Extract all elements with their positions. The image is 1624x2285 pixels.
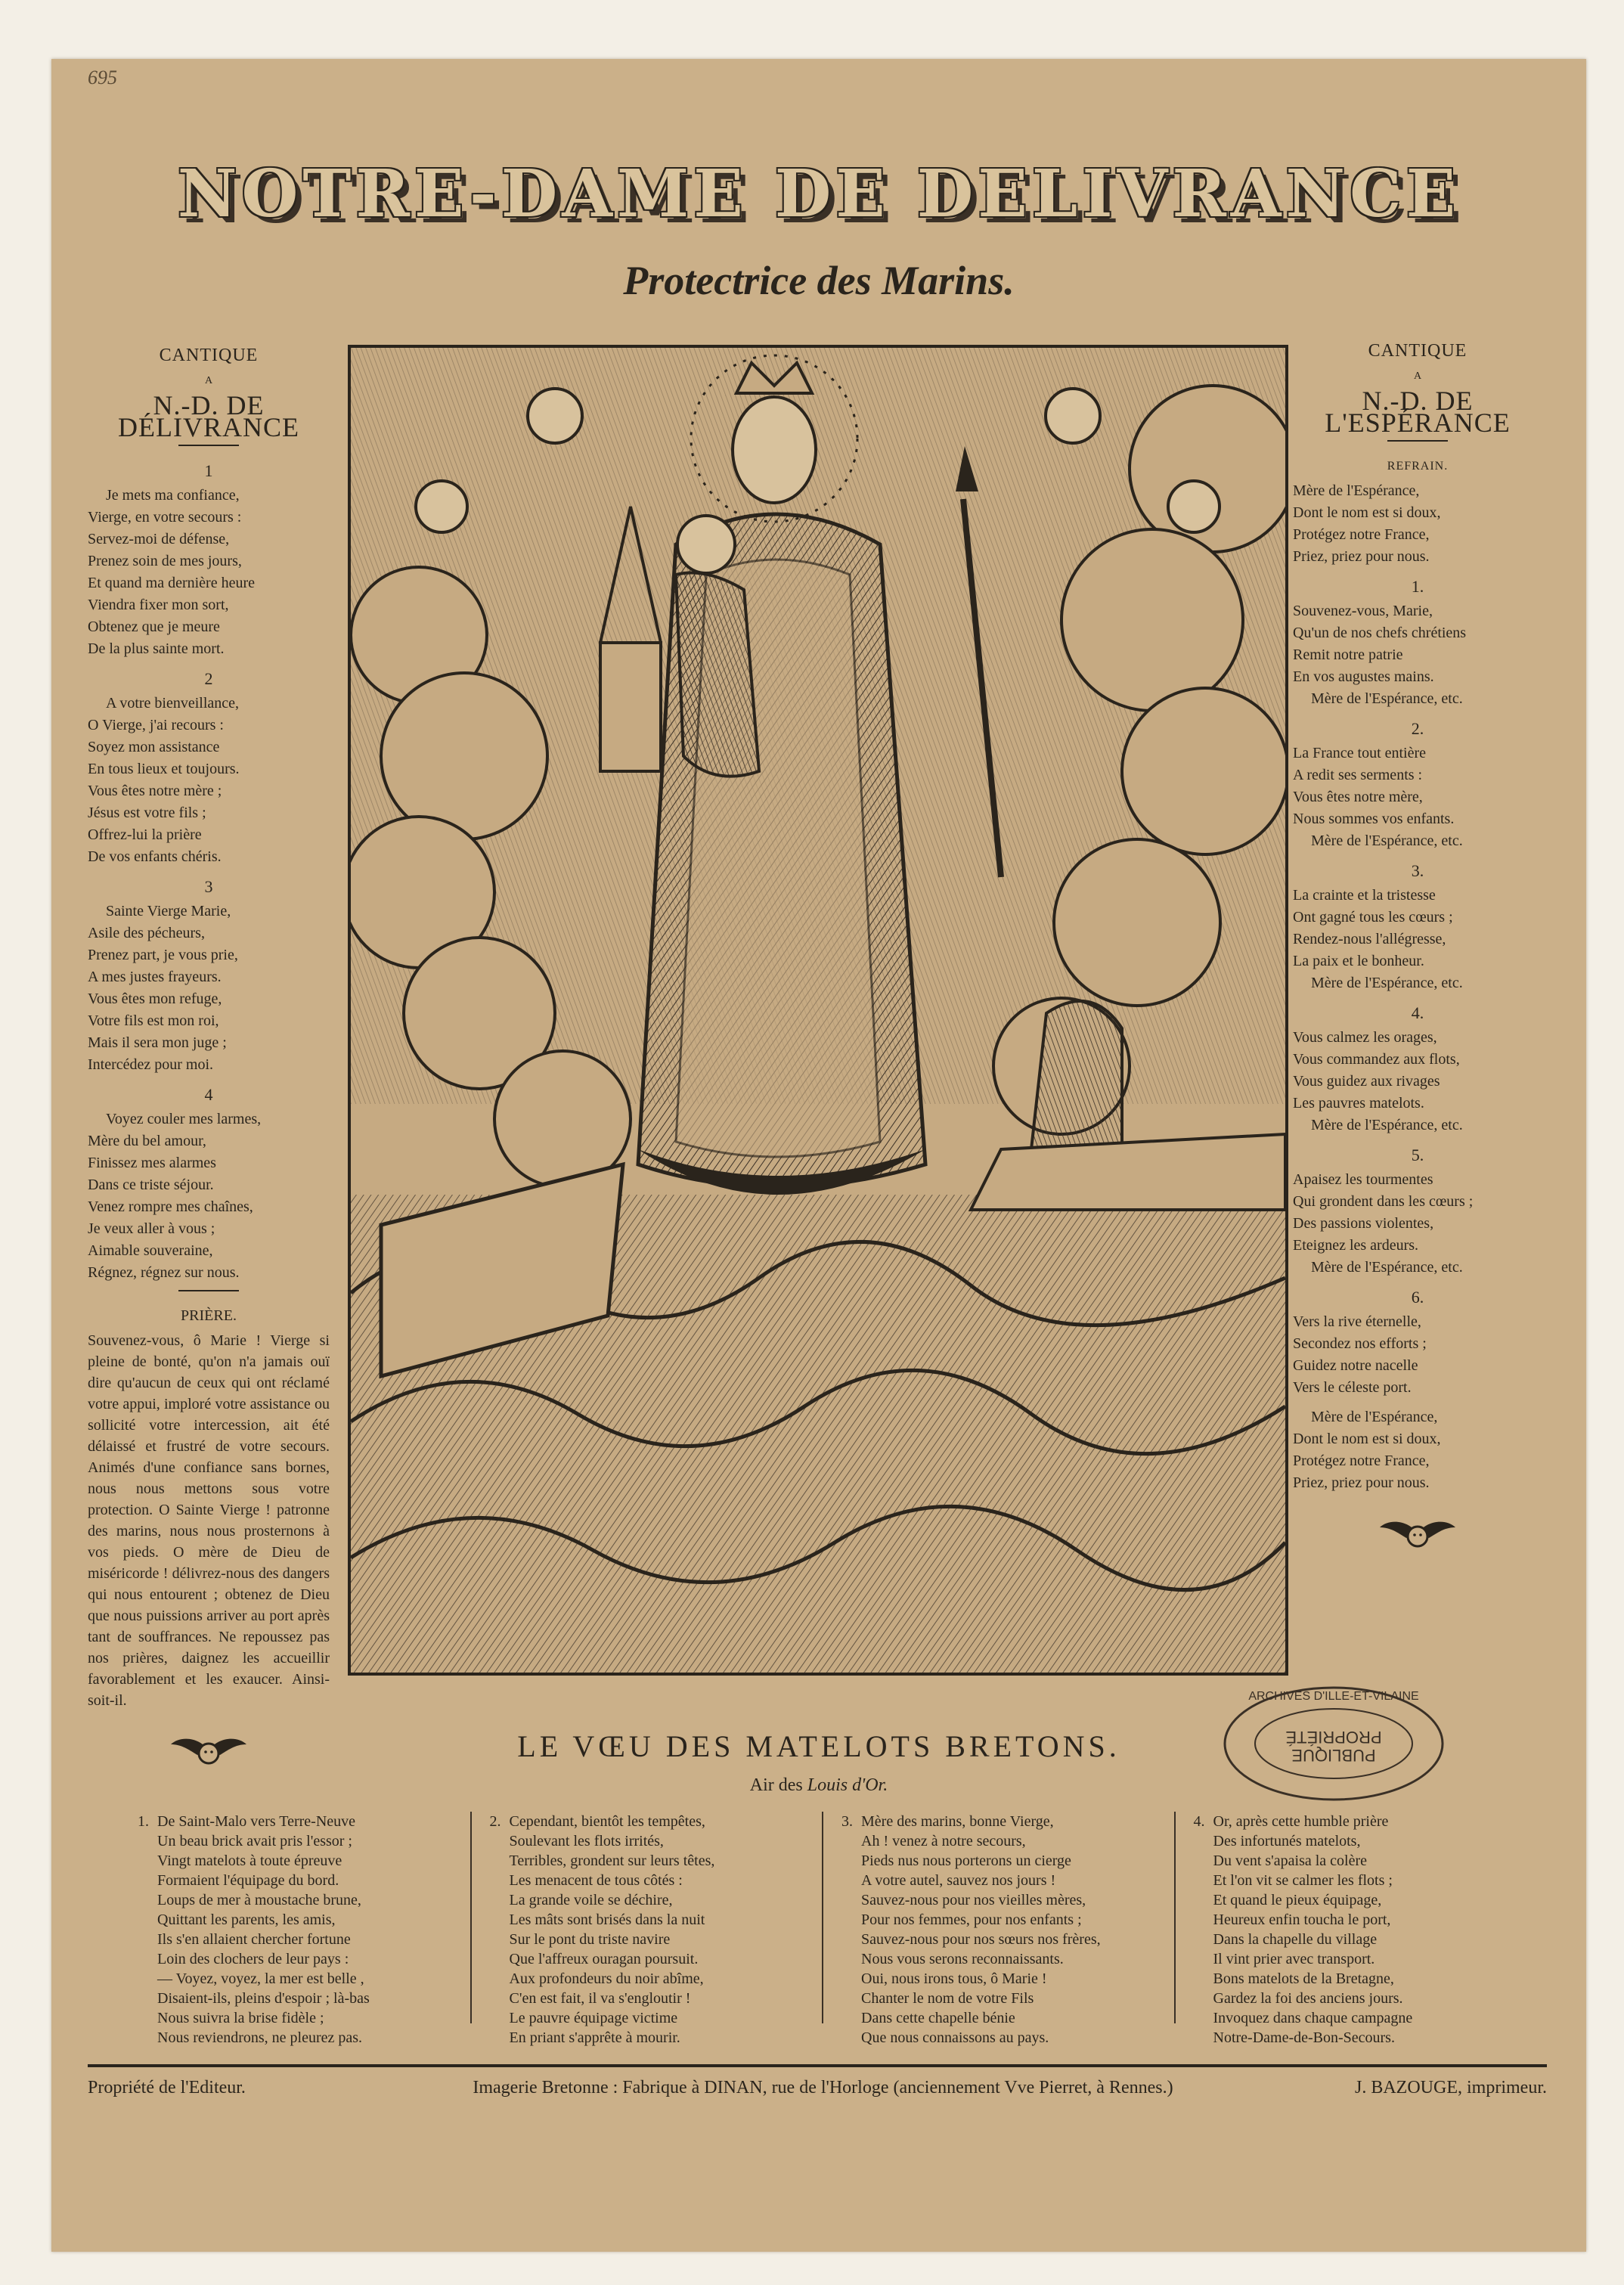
verse-number: 4. <box>1411 1003 1424 1022</box>
song-stanza <box>470 1812 823 2046</box>
print-sheet <box>51 59 1586 2252</box>
verse-line: Vierge, en votre secours : <box>88 509 242 526</box>
verse-line: Finissez mes alarmes <box>88 1155 216 1171</box>
main-title: NOTRE-DAME DE DELIVRANCE <box>177 156 1461 232</box>
stanza-line: Heureux enfin toucha le port, <box>1213 1911 1391 1928</box>
verse-line: De la plus sainte mort. <box>88 640 225 657</box>
verse-line: Mais il sera mon juge ; <box>88 1034 227 1051</box>
verse-line: En vos augustes mains. <box>1293 668 1434 685</box>
priere-text: Souvenez-vous, ô Marie ! Vierge si pleine de bonté, qu'on n'a jamais ouï dire qu'aucun de ceux qui ont réclamé votre appui, imploré votre assistance ou sollicité votre intercession, ait été délaissé et frustré de votre secours. Animés d'une confiance sans bornes, nous nous mettons sous votre protection. O Sainte Vierge ! patronne des marins, nous nous prosternons à vos pieds. O mère de Dieu de miséricorde ! délivrez-nous des dangers qui nous entourent ; obtenez de Dieu que nous puissions arriver au port après tant de souffrances. Ne repoussez pas nos prières, daignez les accueillir favorablement et les exaucer. Ainsi-soit-il. <box>88 1332 330 1709</box>
right-column <box>1293 340 1542 1556</box>
stanza-line: Mère des marins, bonne Vierge, <box>861 1813 1054 1830</box>
divider <box>178 1290 239 1291</box>
refrain-line: Priez, priez pour nous. <box>1293 548 1430 565</box>
verse-line: La paix et le bonheur. <box>1293 953 1424 969</box>
right-verses <box>1293 575 1542 1399</box>
stanza-first-line <box>138 1812 452 1831</box>
stanza-line: Des infortunés matelots, <box>1213 1833 1361 1849</box>
stanza-line: Disaient-ils, pleins d'espoir ; là-bas <box>157 1990 370 2007</box>
stanza-line: — Voyez, voyez, la mer est belle , <box>157 1970 364 1987</box>
verse-line: Offrez-lui la prière <box>88 826 202 843</box>
stanza-first-line <box>1194 1812 1508 1831</box>
verse-line: Et quand ma dernière heure <box>88 575 256 591</box>
verse-line: Guidez notre nacelle <box>1293 1357 1418 1374</box>
verse-line: La France tout entière <box>1293 745 1427 761</box>
stanza-line: Aux profondeurs du noir abîme, <box>509 1970 704 1987</box>
verse-line: Vous êtes notre mère ; <box>88 783 222 799</box>
left-cantique-a: A <box>204 375 213 386</box>
right-cantique-subheading: N.-D. DE L'ESPÉRANCE <box>1325 386 1511 438</box>
verse-line: Vous commandez aux flots, <box>1293 1051 1460 1068</box>
stanza-line: Sauvez-nous pour nos sœurs nos frères, <box>861 1931 1101 1948</box>
imprint-footer <box>88 2078 1547 2098</box>
stanza-line: Sauvez-nous pour nos vieilles mères, <box>861 1892 1086 1908</box>
verse-line: Vous êtes notre mère, <box>1293 789 1423 805</box>
verse-line: Dans ce triste séjour. <box>88 1177 214 1193</box>
stanza-line: Pour nos femmes, pour nos enfants ; <box>861 1911 1082 1928</box>
stanza-line: Le pauvre équipage victime <box>509 2010 678 2026</box>
stanza-first-line <box>490 1812 804 1831</box>
refrain-line: Mère de l'Espérance, <box>1293 482 1420 499</box>
verse-line: Jésus est votre fils ; <box>88 805 206 821</box>
stanza-line: Il vint prier avec transport. <box>1213 1951 1375 1967</box>
song-stanza <box>1174 1812 1526 2046</box>
stanza-line: Ah ! venez à notre secours, <box>861 1833 1026 1849</box>
stanza-line: De Saint-Malo vers Terre-Neuve <box>157 1813 356 1830</box>
song-stanzas <box>119 1812 1526 2046</box>
stanza-line: Formaient l'équipage du bord. <box>157 1872 339 1889</box>
verse-line: De vos enfants chéris. <box>88 848 222 865</box>
stanza-line: Les mâts sont brisés dans la nuit <box>509 1911 705 1928</box>
stanza-line: Or, après cette humble prière <box>1213 1813 1389 1830</box>
stanza-first-line <box>841 1812 1156 1831</box>
verse-line: Mère du bel amour, <box>88 1133 206 1149</box>
stanza-number: 3. <box>841 1813 853 1830</box>
priere-label: PRIÈRE. <box>181 1307 237 1324</box>
stanza-line: Sur le pont du triste navire <box>509 1931 671 1948</box>
verse-line: Rendez-nous l'allégresse, <box>1293 931 1446 947</box>
stanza-line: Bons matelots de la Bretagne, <box>1213 1970 1394 1987</box>
stanza-line: Soulevant les flots irrités, <box>509 1833 664 1849</box>
verse-coda: Mère de l'Espérance, etc. <box>1311 832 1463 849</box>
verse-line: Ont gagné tous les cœurs ; <box>1293 909 1453 925</box>
verse-line: Nous sommes vos enfants. <box>1293 811 1455 827</box>
stanza-line: Dans la chapelle du village <box>1213 1931 1378 1948</box>
song-stanza <box>119 1812 470 2046</box>
verse-line: Je mets ma confiance, <box>106 487 240 504</box>
footer-imagerie: Imagerie Bretonne : Fabrique à DINAN, rue de l'Horloge (anciennement Vve Pierret, à Rennes.) <box>473 2078 1173 2097</box>
song-stanza <box>822 1812 1174 2046</box>
verse-line: Régnez, régnez sur nous. <box>88 1264 240 1281</box>
verse-line: Intercédez pour moi. <box>88 1056 214 1073</box>
verse-line: Apaisez les tourmentes <box>1293 1171 1433 1188</box>
verse-line: Les pauvres matelots. <box>1293 1095 1424 1111</box>
left-cantique-heading: CANTIQUE <box>159 346 259 365</box>
footer-publisher: Propriété de l'Editeur. <box>88 2078 246 2097</box>
final-line: Protégez notre France, <box>1293 1453 1430 1469</box>
verse-line: Votre fils est mon roi, <box>88 1012 219 1029</box>
final-line: Priez, priez pour nous. <box>1293 1474 1430 1491</box>
verse-line: Servez-moi de défense, <box>88 531 230 547</box>
stanza-line: Cependant, bientôt les tempêtes, <box>509 1813 705 1830</box>
stanza-number: 1. <box>138 1813 149 1830</box>
divider <box>178 445 239 446</box>
song-air <box>51 1775 1586 1796</box>
verse-line: Souvenez-vous, Marie, <box>1293 603 1433 619</box>
divider <box>1387 440 1448 442</box>
stanza-line: Loups de mer à moustache brune, <box>157 1892 361 1908</box>
stanza-line: Terribles, grondent sur leurs têtes, <box>509 1852 715 1869</box>
verse-number: 6. <box>1411 1288 1424 1307</box>
verse-number: 1 <box>204 461 213 480</box>
left-verses <box>88 460 330 1284</box>
refrain-line: Protégez notre France, <box>1293 526 1430 543</box>
left-cantique-subheading: N.-D. DE DÉLIVRANCE <box>118 390 299 442</box>
verse-line: Je veux aller à vous ; <box>88 1220 215 1237</box>
song-title: LE VŒU DES MATELOTS BRETONS. <box>517 1729 1120 1763</box>
stanza-line: La grande voile se déchire, <box>509 1892 673 1908</box>
verse-line: Secondez nos efforts ; <box>1293 1335 1427 1352</box>
stanza-line: Invoquez dans chaque campagne <box>1213 2010 1413 2026</box>
verse-line: Eteignez les ardeurs. <box>1293 1237 1419 1254</box>
verse-line: Vous êtes mon refuge, <box>88 991 222 1007</box>
verse-number: 3 <box>204 877 213 896</box>
final-line: Mère de l'Espérance, <box>1311 1409 1438 1425</box>
right-cantique-a: A <box>1413 370 1422 382</box>
stanza-line: Quittant les parents, les amis, <box>157 1911 336 1928</box>
verse-number: 2 <box>204 669 213 688</box>
verse-line: Des passions violentes, <box>1293 1215 1434 1232</box>
verse-line: Venez rompre mes chaînes, <box>88 1198 253 1215</box>
stanza-line: Les menacent de tous côtés : <box>509 1872 683 1889</box>
stanza-line: C'en est fait, il va s'engloutir ! <box>509 1990 691 2007</box>
verse-number: 5. <box>1411 1146 1424 1164</box>
engraving-illustration <box>351 348 1285 1673</box>
woodcut-virgin-and-child <box>348 345 1288 1676</box>
verse-line: Vous guidez aux rivages <box>1293 1073 1440 1090</box>
verse-coda: Mère de l'Espérance, etc. <box>1311 690 1463 707</box>
stanza-line: Gardez la foi des anciens jours. <box>1213 1990 1403 2007</box>
verse-line: A mes justes frayeurs. <box>88 969 222 985</box>
stanza-line: A votre autel, sauvez nos jours ! <box>861 1872 1056 1889</box>
stanza-line: Un beau brick avait pris l'essor ; <box>157 1833 352 1849</box>
cherub-ornament-icon <box>1376 1511 1459 1556</box>
final-line: Dont le nom est si doux, <box>1293 1431 1441 1447</box>
stanza-line: Et quand le pieux équipage, <box>1213 1892 1382 1908</box>
stanza-line: Que l'affreux ouragan poursuit. <box>509 1951 699 1967</box>
verse-number: 2. <box>1411 719 1424 738</box>
stanza-line: Nous suivra la brise fidèle ; <box>157 2010 324 2026</box>
verse-line: Prenez part, je vous prie, <box>88 947 238 963</box>
verse-line: Asile des pécheurs, <box>88 925 205 941</box>
verse-line: Qu'un de nos chefs chrétiens <box>1293 625 1467 641</box>
verse-line: O Vierge, j'ai recours : <box>88 717 224 733</box>
verse-coda: Mère de l'Espérance, etc. <box>1311 1259 1463 1276</box>
verse-line: Remit notre patrie <box>1293 646 1403 663</box>
final-refrain <box>1293 1406 1542 1494</box>
footer-printer: J. BAZOUGE, imprimeur. <box>1355 2078 1547 2097</box>
right-cantique-heading: CANTIQUE <box>1368 341 1467 361</box>
song-air-prefix: Air des <box>749 1775 803 1795</box>
stamp-line-1: PROPRIÉTÉ <box>1285 1728 1382 1747</box>
refrain-label: REFRAIN. <box>1387 460 1449 473</box>
stanza-number: 2. <box>489 1813 501 1830</box>
stanza-line: Et l'on vit se calmer les flots ; <box>1213 1872 1393 1889</box>
stanza-line: Oui, nous irons tous, ô Marie ! <box>861 1970 1047 1987</box>
verse-line: Viendra fixer mon sort, <box>88 597 229 613</box>
stanza-line: Que nous connaissons au pays. <box>861 2029 1049 2046</box>
left-column <box>88 345 330 1773</box>
stanza-line: Loin des clochers de leur pays : <box>157 1951 349 1967</box>
verse-line: Qui grondent dans les cœurs ; <box>1293 1193 1474 1210</box>
verse-number: 4 <box>204 1085 213 1104</box>
stanza-line: Nous vous serons reconnaissants. <box>861 1951 1064 1967</box>
stanza-line: Dans cette chapelle bénie <box>861 2010 1015 2026</box>
verse-line: Voyez couler mes larmes, <box>106 1111 262 1127</box>
song-air-name: Louis d'Or. <box>807 1775 888 1795</box>
refrain <box>1293 480 1542 568</box>
verse-coda: Mère de l'Espérance, etc. <box>1311 1117 1463 1133</box>
stanza-line: Vingt matelots à toute épreuve <box>157 1852 342 1869</box>
verse-line: Sainte Vierge Marie, <box>106 903 231 919</box>
stamp-line-2: PUBLIQUE <box>1291 1746 1376 1765</box>
inventory-mark: 695 <box>88 67 117 88</box>
verse-line: En tous lieux et toujours. <box>88 761 240 777</box>
verse-line: La crainte et la tristesse <box>1293 887 1436 904</box>
verse-line: Prenez soin de mes jours, <box>88 553 242 569</box>
stanza-line: Pieds nus nous porterons un cierge <box>861 1852 1071 1869</box>
verse-line: A redit ses serments : <box>1293 767 1423 783</box>
stanza-line: Nous reviendrons, ne pleurez pas. <box>157 2029 363 2046</box>
verse-line: Vous calmez les orages, <box>1293 1029 1437 1046</box>
verse-line: Obtenez que je meure <box>88 619 220 635</box>
verse-number: 1. <box>1411 577 1424 596</box>
verse-line: Soyez mon assistance <box>88 739 220 755</box>
stanza-line: Notre-Dame-de-Bon-Secours. <box>1213 2029 1395 2046</box>
verse-line: A votre bienveillance, <box>106 695 240 712</box>
stamp-ring-text: ARCHIVES D'ILLE-ET-VILAINE <box>1248 1690 1419 1703</box>
stanza-line: Ils s'en allaient chercher fortune <box>157 1931 351 1948</box>
stanza-line: En priant s'apprête à mourir. <box>509 2029 680 2046</box>
verse-line: Aimable souveraine, <box>88 1242 213 1259</box>
stanza-line: Du vent s'apaisa la colère <box>1213 1852 1368 1869</box>
footer-rule <box>88 2064 1547 2067</box>
verse-line: Vers le céleste port. <box>1293 1379 1412 1396</box>
stanza-line: Chanter le nom de votre Fils <box>861 1990 1034 2007</box>
stanza-number: 4. <box>1193 1813 1205 1830</box>
verse-coda: Mère de l'Espérance, etc. <box>1311 975 1463 991</box>
refrain-line: Dont le nom est si doux, <box>1293 504 1441 521</box>
verse-number: 3. <box>1411 861 1424 880</box>
subtitle: Protectrice des Marins. <box>623 258 1015 303</box>
verse-line: Vers la rive éternelle, <box>1293 1313 1421 1330</box>
